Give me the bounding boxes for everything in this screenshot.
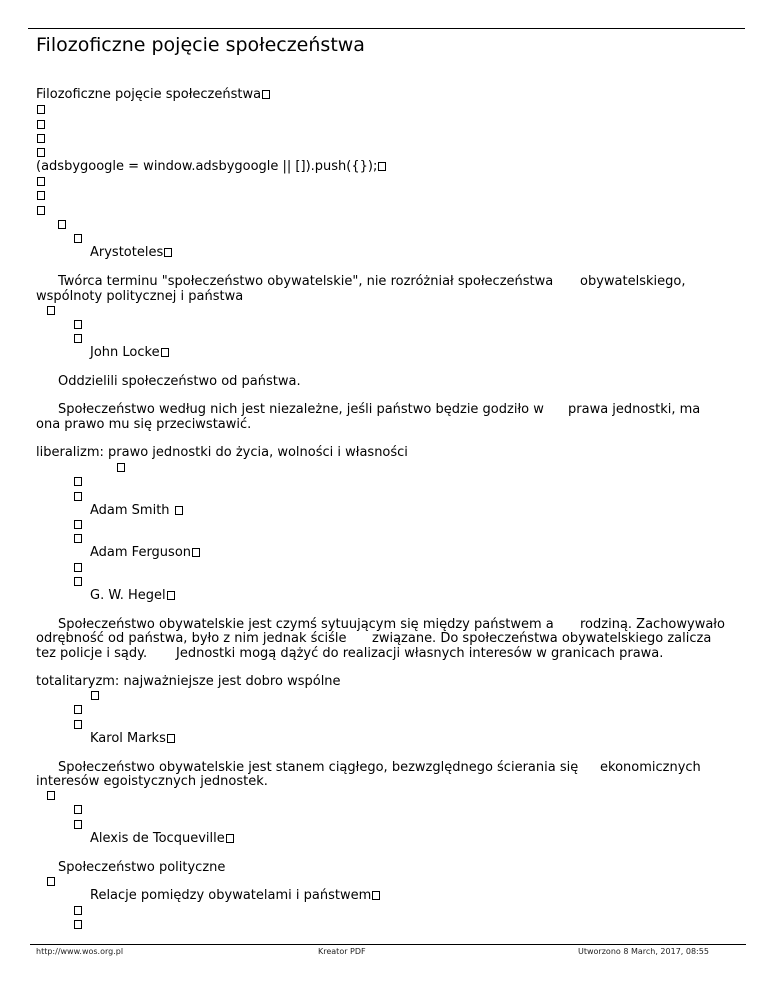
hegel-line-1a: Społeczeństwo obywatelskie jest czymś sytuującym się między państwem a <box>58 617 554 632</box>
locke-name: John Locke <box>90 345 160 360</box>
missing-glyph-icon <box>47 306 55 315</box>
tocqueville-name: Alexis de Tocqueville <box>90 831 225 846</box>
missing-glyph-icon <box>74 906 82 915</box>
marx-line-1b: ekonomicznych <box>600 760 701 775</box>
smith-name: Adam Smith <box>90 503 174 518</box>
aristotle-text-1b: obywatelskiego, <box>580 274 686 289</box>
missing-glyph-icon <box>74 234 82 243</box>
missing-glyph-icon <box>161 348 169 357</box>
person-name-hegel <box>90 588 175 603</box>
header-rule <box>28 28 745 29</box>
missing-glyph-icon <box>167 734 175 743</box>
missing-glyph-icon <box>37 105 45 114</box>
hegel-line-2a: odrębność od państwa, było z nim jednak ściśle <box>36 631 347 646</box>
content-heading: Filozoficzne pojęcie społeczeństwa <box>36 87 262 102</box>
missing-glyph-icon <box>74 320 82 329</box>
missing-glyph-icon <box>37 134 45 143</box>
hegel-line-1b: rodziną. Zachowywało <box>580 617 725 632</box>
missing-glyph-icon <box>47 791 55 800</box>
missing-glyph-icon <box>58 220 66 229</box>
missing-glyph-icon <box>37 120 45 129</box>
missing-glyph-icon <box>74 563 82 572</box>
missing-glyph-icon <box>74 805 82 814</box>
political-society-line: Społeczeństwo polityczne <box>58 860 226 875</box>
marx-name: Karol Marks <box>90 731 166 746</box>
aristotle-text-1: Twórca terminu "społeczeństwo obywatelskie", nie rozróżniał społeczeństwa <box>58 274 554 289</box>
missing-glyph-icon <box>74 577 82 586</box>
missing-glyph-icon <box>192 548 200 557</box>
totalitarianism-line: totalitaryzm: najważniejsze jest dobro wspólne <box>36 674 341 689</box>
footer-created-date: Utworzono 8 March, 2017, 08:55 <box>578 947 709 956</box>
missing-glyph-icon <box>175 506 183 515</box>
locke-text-2: Społeczeństwo według nich jest niezależne, jeśli państwo będzie godziło w <box>58 402 544 417</box>
person-name-tocqueville <box>90 831 234 846</box>
locke-text-2b: prawa jednostki, ma <box>568 402 701 417</box>
marx-line-2: interesów egoistycznych jednostek. <box>36 774 268 789</box>
hegel-line-3b: Jednostki mogą dążyć do realizacji własnych interesów w granicach prawa. <box>176 646 664 661</box>
missing-glyph-icon <box>74 520 82 529</box>
person-name-aristotle <box>90 245 172 260</box>
missing-glyph-icon <box>74 820 82 829</box>
hegel-name: G. W. Hegel <box>90 588 166 603</box>
missing-glyph-icon <box>117 463 125 472</box>
missing-glyph-icon <box>37 148 45 157</box>
missing-glyph-icon <box>74 492 82 501</box>
missing-glyph-icon <box>37 206 45 215</box>
missing-glyph-icon <box>74 477 82 486</box>
missing-glyph-icon <box>262 90 270 99</box>
marx-line-1a: Społeczeństwo obywatelskie jest stanem ciągłego, bezwzględnego ścierania się <box>58 760 579 775</box>
ads-script-text: (adsbygoogle = window.adsbygoogle || []).push({}); <box>36 159 378 174</box>
aristotle-name: Arystoteles <box>90 245 164 260</box>
person-name-ferguson <box>90 545 200 560</box>
relations-line <box>90 888 380 903</box>
missing-glyph-icon <box>74 920 82 929</box>
content-heading-line <box>36 87 270 102</box>
missing-glyph-icon <box>74 705 82 714</box>
person-name-locke <box>90 345 169 360</box>
missing-glyph-icon <box>37 177 45 186</box>
locke-text-1: Oddzielili społeczeństwo od państwa. <box>58 374 301 389</box>
footer-rule <box>30 944 746 945</box>
missing-glyph-icon <box>226 834 234 843</box>
liberalism-line: liberalizm: prawo jednostki do życia, wolności i własności <box>36 445 408 460</box>
missing-glyph-icon <box>74 720 82 729</box>
locke-text-3: ona prawo mu się przeciwstawić. <box>36 417 252 432</box>
person-name-marx <box>90 731 175 746</box>
aristotle-text-2: wspólnoty politycznej i państwa <box>36 289 244 304</box>
ads-line <box>36 159 386 174</box>
missing-glyph-icon <box>47 877 55 886</box>
missing-glyph-icon <box>91 691 99 700</box>
missing-glyph-icon <box>372 891 380 900</box>
footer-creator: Kreator PDF <box>318 947 366 956</box>
missing-glyph-icon <box>378 162 386 171</box>
missing-glyph-icon <box>37 191 45 200</box>
hegel-line-2b: związane. Do społeczeństwa obywatelskiego zalicza <box>372 631 712 646</box>
person-name-smith <box>90 503 183 518</box>
relations-text: Relacje pomiędzy obywatelami i państwem <box>90 888 372 903</box>
page-title: Filozoficzne pojęcie społeczeństwa <box>36 34 365 56</box>
missing-glyph-icon <box>164 248 172 257</box>
hegel-line-3a: tez policje i sądy. <box>36 646 148 661</box>
ferguson-name: Adam Ferguson <box>90 545 192 560</box>
missing-glyph-icon <box>74 334 82 343</box>
footer-url[interactable]: http://www.wos.org.pl <box>36 947 124 956</box>
missing-glyph-icon <box>74 534 82 543</box>
missing-glyph-icon <box>167 591 175 600</box>
